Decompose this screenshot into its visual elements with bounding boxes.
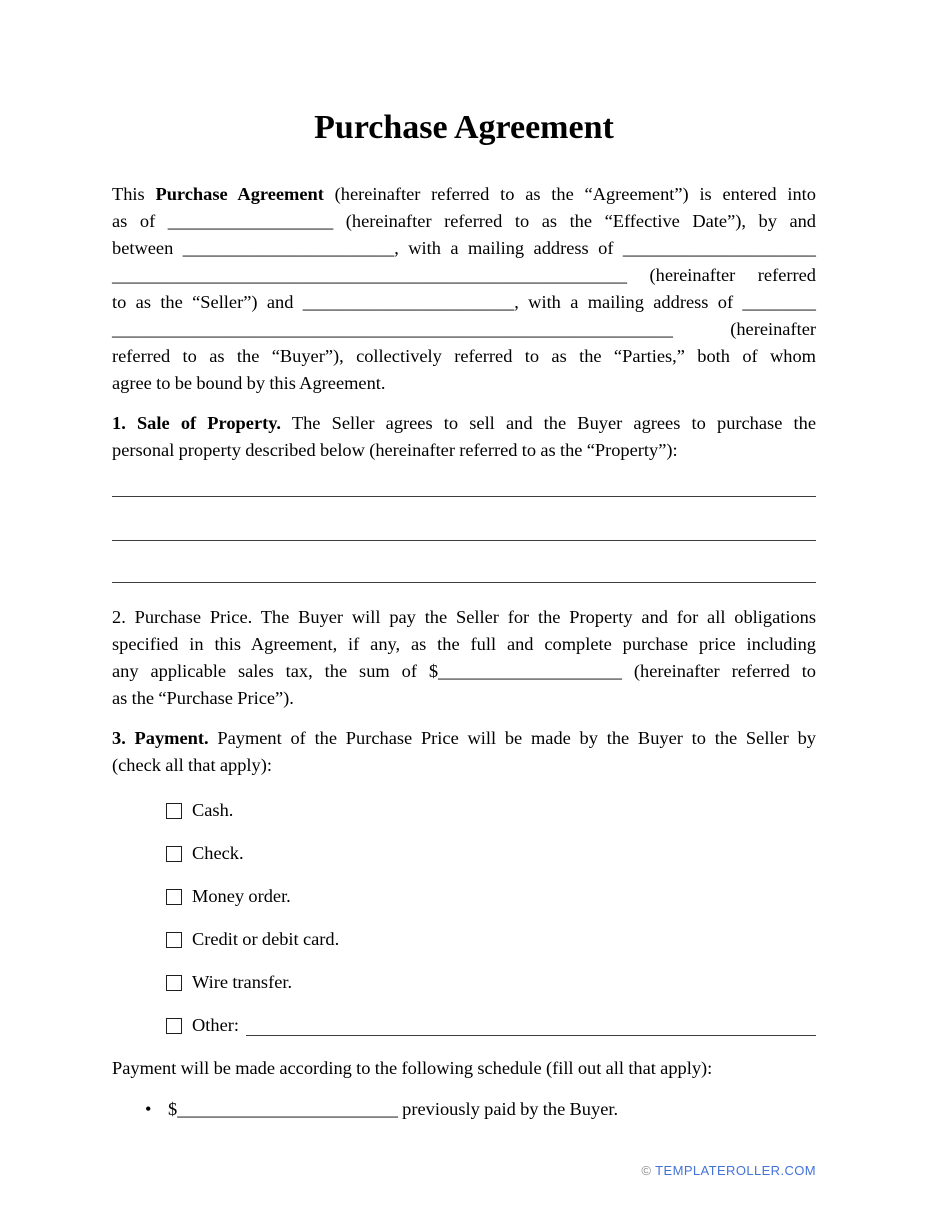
payment-method-cash xyxy=(112,797,816,824)
text-segment: between _______________________, with a mailing address of _____________________ xyxy=(112,238,816,258)
property-description-blanks xyxy=(112,464,816,583)
text-segment: _____________________________________________________________ (hereinafter xyxy=(112,319,816,339)
text-line xyxy=(112,752,816,779)
text-segment: agree to be bound by this Agreement. xyxy=(112,373,386,393)
text-segment: specified in this Agreement, if any, as the full and complete purchase price including xyxy=(112,634,816,654)
payment-method-wire-transfer xyxy=(112,969,816,996)
text-segment: ________________________________________________________ (hereinafter referred xyxy=(112,265,816,285)
payment-method-other xyxy=(112,1012,816,1039)
section-1-sale-of-property xyxy=(112,410,816,464)
property-description-blank-line[interactable] xyxy=(112,464,816,497)
payment-method-label: Wire transfer. xyxy=(192,972,293,992)
text-segment: referred to as the “Buyer”), collectively referred to as the “Parties,” both of whom xyxy=(112,346,816,366)
copyright-symbol: © xyxy=(641,1163,652,1178)
schedule-item-text: $________________________ previously paid by the Buyer. xyxy=(168,1099,619,1119)
payment-method-label: Money order. xyxy=(192,886,291,906)
text-line xyxy=(112,262,816,289)
text-segment: Payment of the Purchase Price will be made by the Buyer to the Seller by xyxy=(208,728,816,748)
checkbox-check[interactable] xyxy=(166,846,182,862)
property-description-blank-line[interactable] xyxy=(112,541,816,583)
bold-text-segment: 1. Sale of Property. xyxy=(112,413,282,433)
section-2-purchase-price xyxy=(112,604,816,712)
text-segment: as of __________________ (hereinafter referred to as the “Effective Date”), by and xyxy=(112,211,816,231)
payment-method-credit-or-debit-card xyxy=(112,926,816,953)
payment-method-label: Check. xyxy=(192,843,244,863)
text-line xyxy=(112,181,816,208)
text-segment: The Seller agrees to sell and the Buyer agrees to purchase the xyxy=(281,413,816,433)
payment-method-list xyxy=(112,797,816,1039)
payment-method-label: Cash. xyxy=(192,800,234,820)
text-line xyxy=(112,604,816,631)
payment-method-label: Credit or debit card. xyxy=(192,929,340,949)
bold-text-segment: Purchase Agreement xyxy=(155,184,324,204)
other-method-fill-line[interactable] xyxy=(246,1012,816,1036)
text-line xyxy=(112,437,816,464)
document-title: Purchase Agreement xyxy=(314,109,614,146)
text-line xyxy=(112,316,816,343)
checkbox-credit-or-debit-card[interactable] xyxy=(166,932,182,948)
schedule-intro: Payment will be made according to the following schedule (fill out all that apply): xyxy=(112,1058,713,1078)
text-line xyxy=(112,235,816,262)
text-line xyxy=(112,631,816,658)
text-segment: This xyxy=(112,184,156,204)
templateroller-link[interactable]: TEMPLATEROLLER.COM xyxy=(655,1163,816,1178)
text-segment: personal property described below (hereinafter referred to as the “Property”): xyxy=(112,440,678,460)
checkbox-wire-transfer[interactable] xyxy=(166,975,182,991)
text-segment: (check all that apply): xyxy=(112,755,272,775)
text-line xyxy=(112,370,816,397)
text-line xyxy=(112,658,816,685)
schedule-list-item xyxy=(112,1096,816,1123)
text-line xyxy=(112,289,816,316)
text-line xyxy=(112,685,816,712)
property-description-blank-line[interactable] xyxy=(112,497,816,541)
text-line xyxy=(112,410,816,437)
checkbox-cash[interactable] xyxy=(166,803,182,819)
section-3-payment xyxy=(112,725,816,779)
text-segment: to as the “Seller”) and _______________________, with a mailing address of ________ xyxy=(112,292,816,312)
text-segment: as the “Purchase Price”). xyxy=(112,688,294,708)
text-line xyxy=(112,208,816,235)
payment-method-label: Other: xyxy=(192,1015,239,1035)
bold-text-segment: 3. Payment. xyxy=(112,728,209,748)
text-segment: any applicable sales tax, the sum of $____________________ (hereinafter referred to xyxy=(112,661,816,681)
payment-method-check xyxy=(112,840,816,867)
payment-schedule-list xyxy=(112,1096,816,1123)
footer xyxy=(112,1162,816,1179)
checkbox-other[interactable] xyxy=(166,1018,182,1034)
bullet-icon: • xyxy=(145,1099,152,1119)
checkbox-money-order[interactable] xyxy=(166,889,182,905)
text-line xyxy=(112,343,816,370)
text-line xyxy=(112,725,816,752)
payment-method-money-order xyxy=(112,883,816,910)
intro-paragraph xyxy=(112,181,816,397)
text-segment: 2. Purchase Price. The Buyer will pay the Seller for the Property and for all obligations xyxy=(112,607,816,627)
text-segment: (hereinafter referred to as the “Agreement”) is entered into xyxy=(323,184,816,204)
